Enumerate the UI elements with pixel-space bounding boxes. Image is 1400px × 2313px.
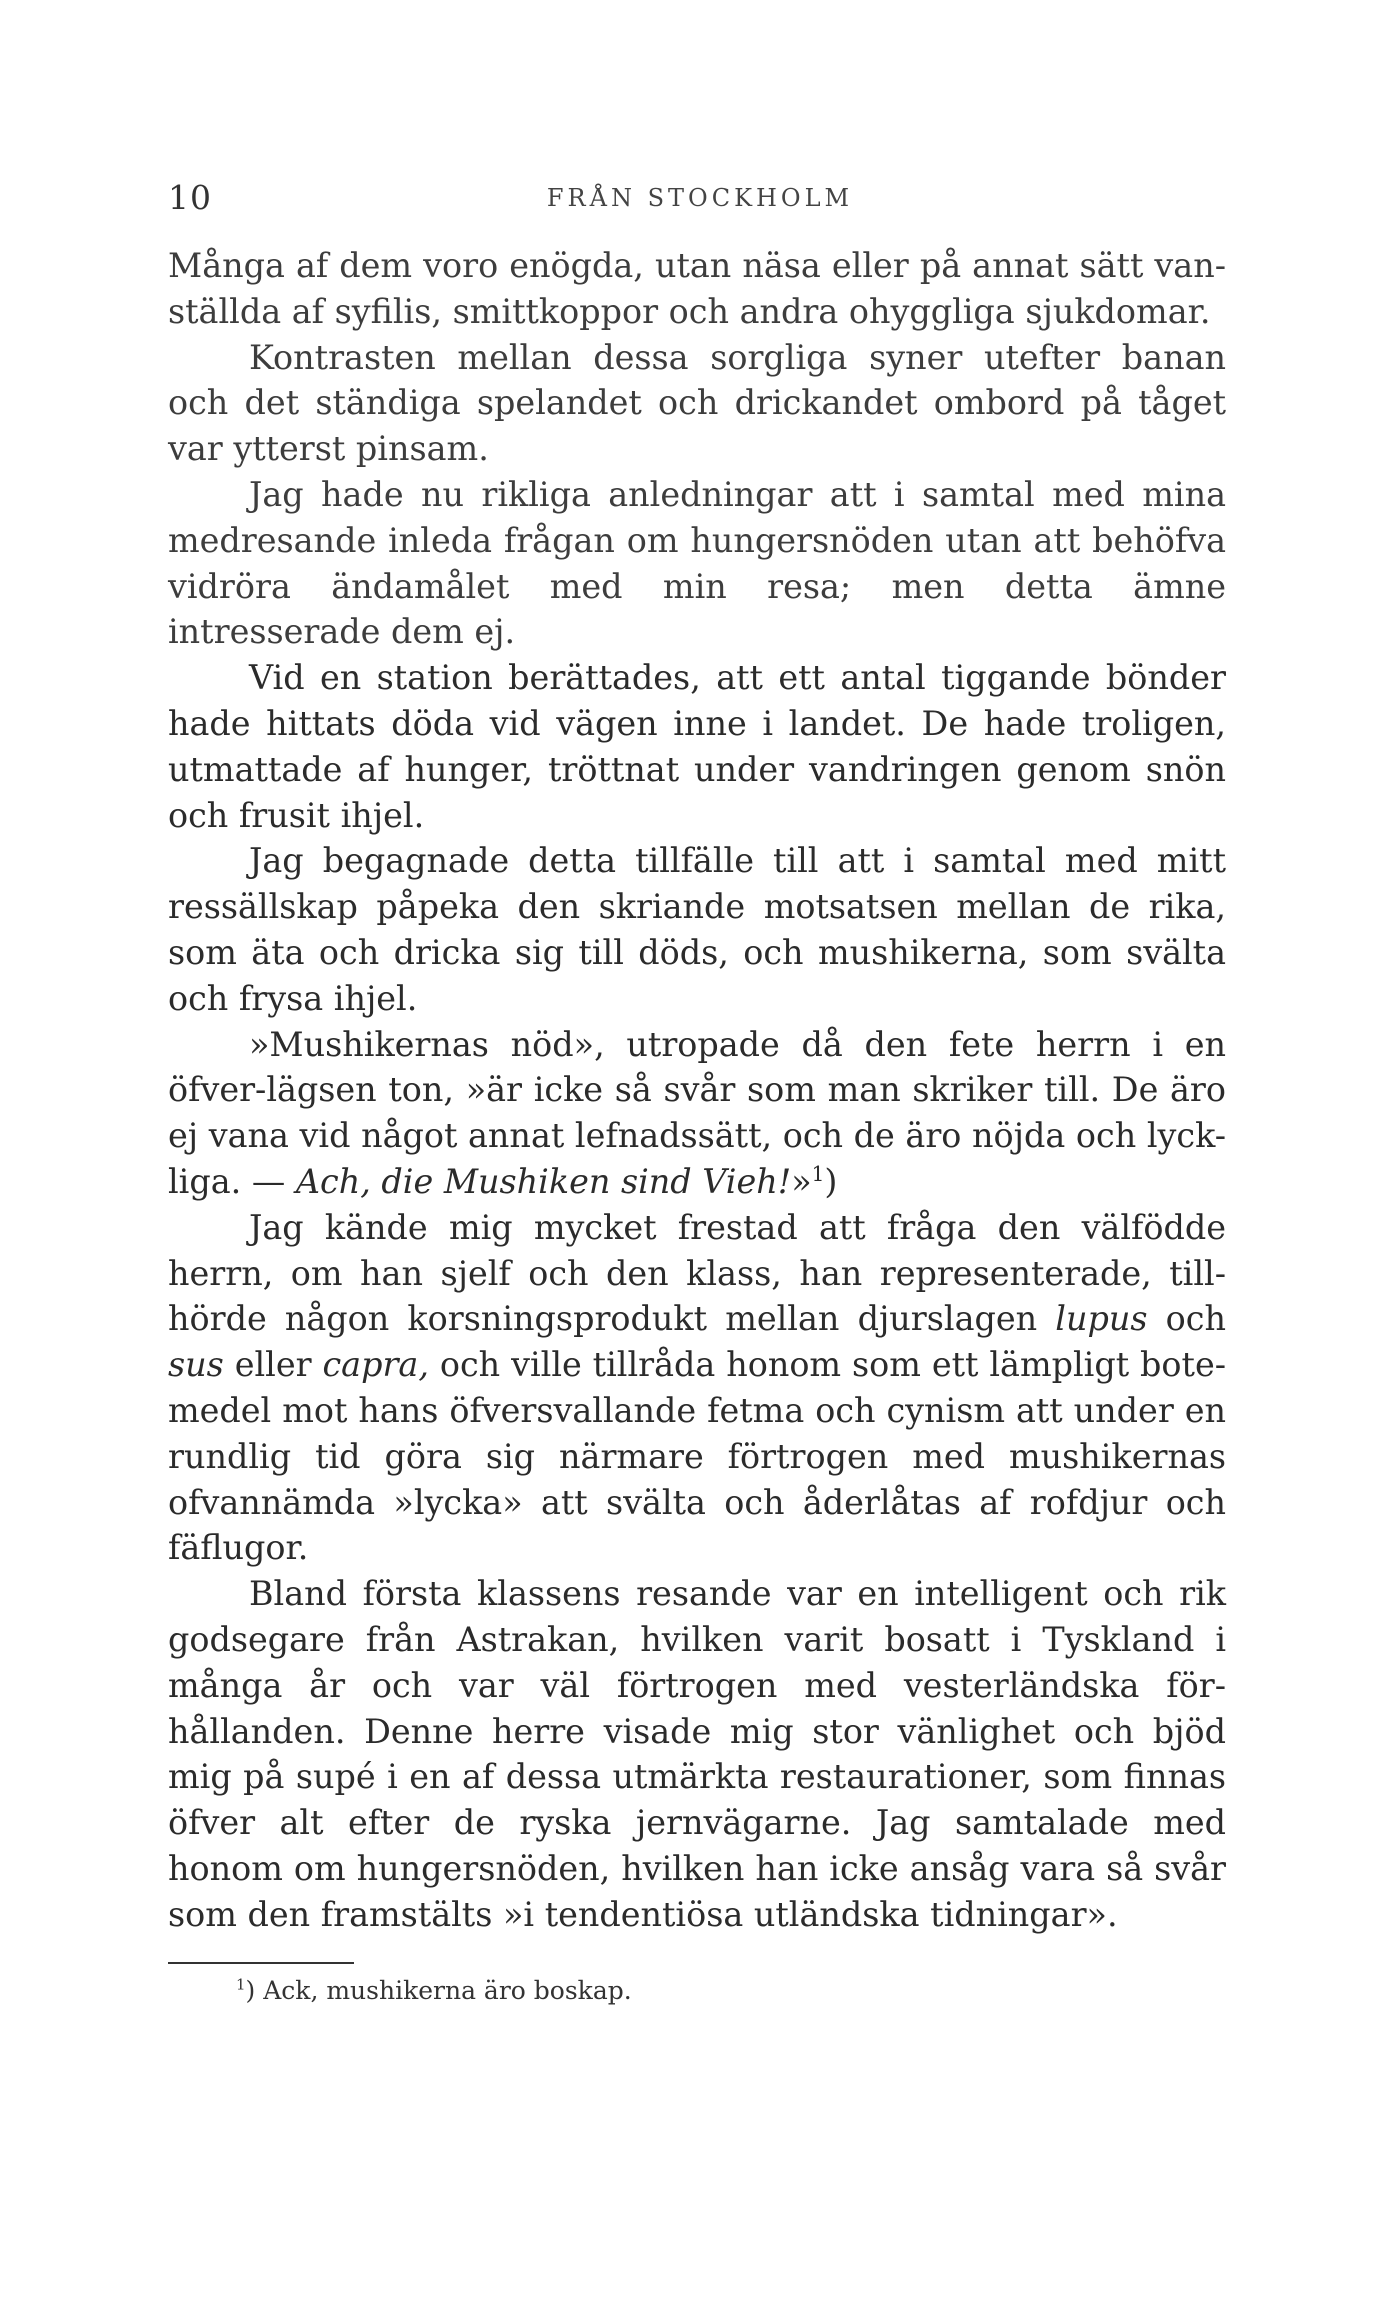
paragraph-7-text-d: och ville tillråda honom som ett lämpligt bote-medel mot hans öfversvallande fetma och cynism att under en rundlig tid göra sig närmare förtrogen med mushikernas ofvannämda »lycka» att svälta och åderlåtas af rofdjur och fäflugor. — [168, 1345, 1226, 1568]
footnote-divider — [168, 1962, 354, 1964]
paragraph-8: Bland första klassens resande var en intelligent och rik godsegare från Astrakan, hvilken varit bosatt i Tyskland i många år och var väl förtrogen med vesterländska för-hållanden. Denne herre visade mig stor vänlighet och bjöd mig på supé i en af dessa utmärkta restaurationer, som finnas öfver alt efter de ryska jernvägarne. Jag samtalade med honom om hungersnöden, hvilken han icke ansåg vara så svår som den framstälts »i tendentiösa utländska tidningar». — [168, 1574, 1226, 1934]
paragraph-6-quote-close: » — [791, 1161, 812, 1201]
paragraph-4: Vid en station berättades, att ett antal tiggande bönder hade hittats döda vid vägen inne i landet. De hade troligen, utmattade af hunger, tröttnat under vandringen genom snön och frusit ihjel. — [168, 658, 1226, 835]
paragraph-6-german-quote: Ach, die Mushiken sind Vieh! — [295, 1161, 792, 1201]
paragraph-5: Jag begagnade detta tillfälle till att i samtal med mitt ressällskap påpeka den skriande motsatsen mellan de rika, som äta och dricka sig till döds, och mushikerna, som svälta och frysa ihjel. — [168, 841, 1226, 1018]
paragraph-7 — [168, 1205, 1226, 1571]
latin-word-sus: sus — [168, 1345, 224, 1385]
paragraph-3: Jag hade nu rikliga anledningar att i samtal med mina medresande inleda frågan om hungersnöden utan att behöfva vidröra ändamålet med min resa; men detta ämne intresserade dem ej. — [168, 474, 1226, 652]
paragraph-7-text-b: och — [1147, 1299, 1226, 1339]
footnote-mark: 1 — [236, 1975, 246, 1994]
paragraph-6-paren: ) — [824, 1161, 838, 1201]
footnote-text: ) Ack, mushikerna äro boskap. — [245, 1976, 632, 2005]
footnote-reference: 1 — [811, 1161, 825, 1186]
paragraph-6-text: »Mushikernas nöd», utropade då den fete herrn i en öfver-lägsen ton, »är icke så svår som man skriker till. De äro ej vana vid något annat lefnadssätt, och de äro nöjda och lyck-liga. — — [168, 1024, 1226, 1201]
paragraph-6 — [168, 1022, 1226, 1205]
paragraph-1: Många af dem voro enögda, utan näsa eller på annat sätt van-ställda af syfilis, smittkoppor och andra ohyggliga sjukdomar. — [168, 246, 1226, 331]
latin-word-lupus: lupus — [1055, 1299, 1148, 1339]
page-number: 10 — [168, 178, 212, 217]
latin-word-capra: capra, — [322, 1345, 429, 1385]
running-head: FRÅN STOCKHOLM — [546, 184, 854, 212]
paragraph-2: Kontrasten mellan dessa sorgliga syner utefter banan och det ständiga spelandet och drickandet ombord på tåget var ytterst pinsam. — [168, 337, 1226, 469]
footnote — [236, 1976, 632, 2005]
paragraph-7-text-c: eller — [223, 1345, 323, 1385]
body-text — [168, 243, 1226, 1937]
paragraph-7-text-a: Jag kände mig mycket frestad att fråga den välfödde herrn, om han sjelf och den klass, han representerade, till-hörde någon korsningsprodukt mellan djurslagen — [168, 1207, 1226, 1339]
